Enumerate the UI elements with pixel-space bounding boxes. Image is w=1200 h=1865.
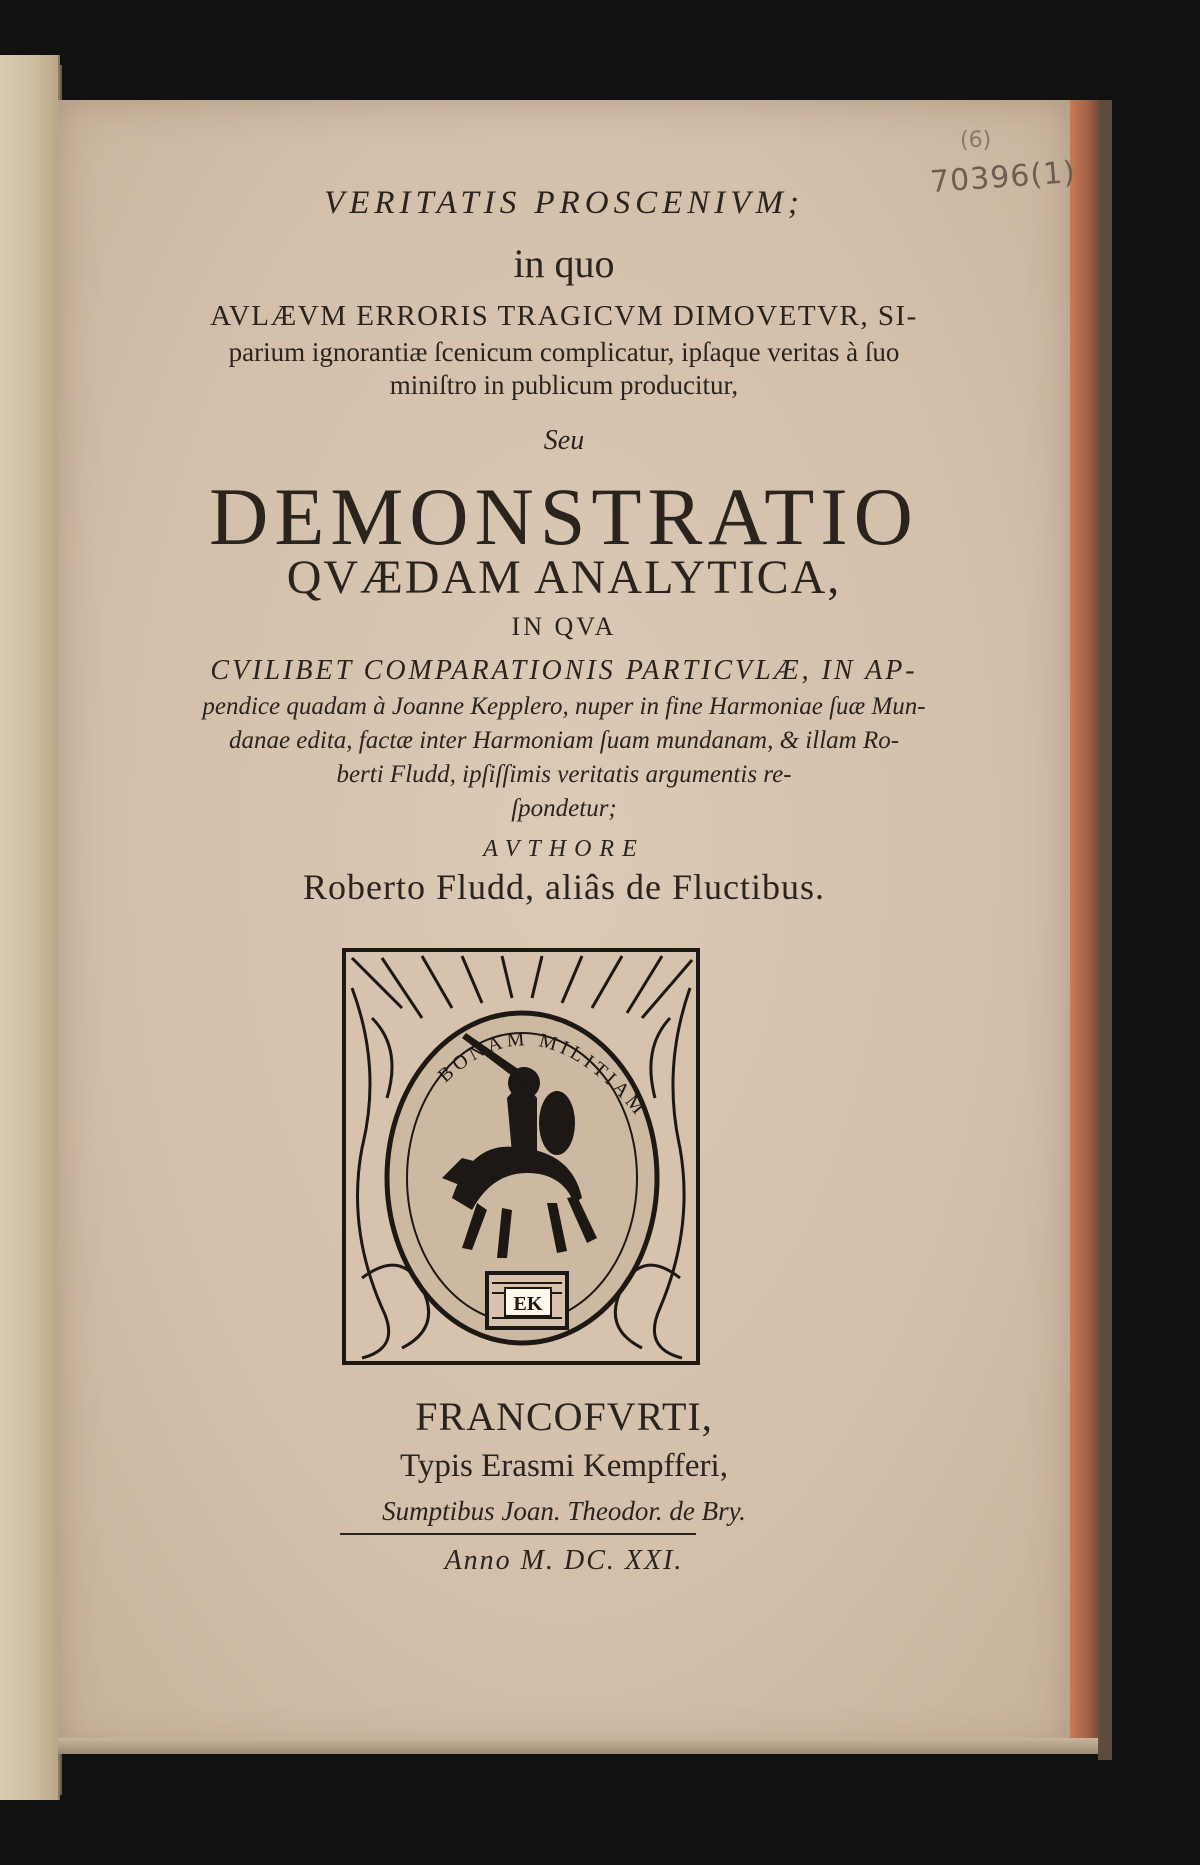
imprint-date: Anno M. DC. XXI.: [444, 1545, 684, 1576]
imprint-publisher: Sumptibus Joan. Theodor. de Bry.: [382, 1496, 746, 1526]
author-name: Roberto Fludd, aliâs de Fluctibus.: [303, 867, 825, 907]
facing-page-edge: [0, 55, 60, 1800]
subtitle: QVÆDAM ANALYTICA,: [286, 551, 842, 604]
title-line-4: parium ignorantiæ ſcenicum complicatur, ipſaque veritas à ſuo: [228, 337, 900, 367]
title-line-2: in quo: [513, 241, 615, 286]
main-title: DEMONSTRATIO: [209, 471, 919, 562]
imprint-printer: Typis Erasmi Kempfferi,: [400, 1448, 728, 1484]
title-line-14: ſpondetur;: [511, 795, 617, 822]
title-line-9: IN QVA: [511, 612, 617, 641]
title-line-10: CVILIBET COMPARATIONIS PARTICVLÆ, IN AP-: [210, 655, 918, 686]
shelfmark-sub: (6): [960, 128, 992, 153]
imprint-place: FRANCOFVRTI,: [415, 1394, 713, 1439]
printers-device-woodcut: [342, 948, 700, 1365]
title-line-12: danae edita, factæ inter Harmoniam ſuam mundanam, & illam Ro-: [228, 727, 900, 754]
monogram: EK: [513, 1293, 543, 1315]
author-label: AVTHORE: [483, 836, 645, 862]
title-line-6: Seu: [543, 425, 585, 456]
title-line-11: pendice quadam à Joanne Kepplero, nuper in fine Harmoniae ſuæ Mun-: [202, 693, 926, 720]
shelfmark: 70396(1): [928, 154, 1077, 201]
title-line-1: VERITATIS PROSCENIVM;: [324, 185, 804, 221]
bottom-page-edge: [58, 1738, 1098, 1754]
title-line-3: AVLÆVM ERRORIS TRAGICVM DIMOVETVR, SI-: [210, 300, 918, 332]
woodcut-motto: BONAM MILITIAM: [433, 1027, 652, 1122]
title-line-5: miniſtro in publicum producitur,: [389, 370, 739, 400]
right-board: [1098, 100, 1112, 1760]
title-line-13: berti Fludd, ipſiſſimis veritatis argumentis re-: [336, 761, 792, 788]
imprint-rule: [340, 1533, 696, 1535]
